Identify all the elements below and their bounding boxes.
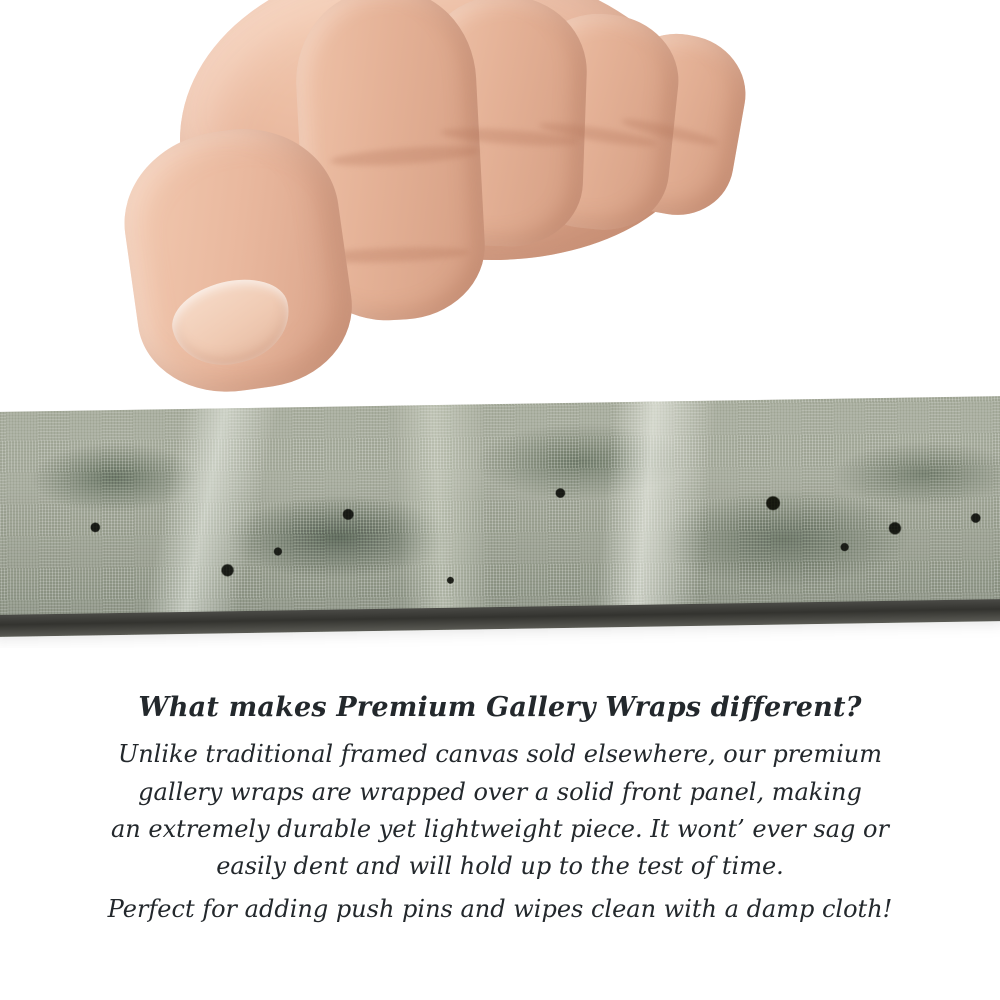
caption-block — [0, 690, 1000, 928]
hand-illustration — [120, 0, 700, 420]
caption-footer: Perfect for adding push pins and wipes clean with a damp cloth! — [107, 895, 893, 924]
caption-heading: What makes Premium Gallery Wraps different? — [138, 692, 862, 723]
gallery-wrap-canvas-edge — [0, 396, 1000, 637]
caption-line: gallery wraps are wrapped over a solid front panel, making — [138, 777, 862, 806]
caption-line: easily dent and will hold up to the test of time. — [216, 852, 784, 880]
caption-line: an extremely durable yet lightweight piece. It wont’ ever sag or — [111, 814, 889, 843]
thumbnail — [164, 268, 298, 376]
caption-line: Unlike traditional framed canvas sold elsewhere, our premium — [117, 740, 882, 769]
caption-body — [0, 736, 1000, 885]
